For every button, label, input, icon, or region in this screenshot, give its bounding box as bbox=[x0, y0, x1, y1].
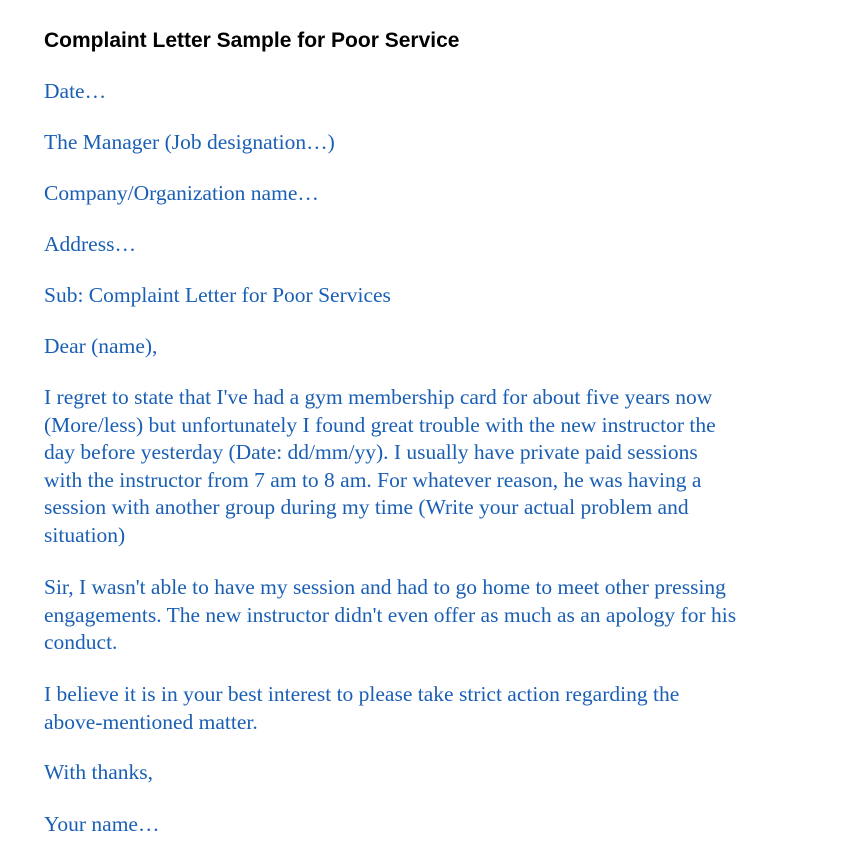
address-line: Address… bbox=[44, 232, 136, 256]
company-line: Company/Organization name… bbox=[44, 181, 319, 205]
paragraph-line: situation) bbox=[44, 522, 126, 547]
paragraph-line: I believe it is in your best interest to please take strict action regarding the bbox=[44, 682, 680, 706]
date-line: Date… bbox=[44, 79, 107, 103]
paragraph-line: Sir, I wasn't able to have my session and had to go home to meet other pressing bbox=[44, 575, 726, 599]
body-paragraph-3 bbox=[44, 681, 679, 736]
paragraph-line: (More/less) but unfortunately I found great trouble with the new instructor the bbox=[44, 412, 716, 437]
paragraph-line: with the instructor from 7 am to 8 am. For whatever reason, he was having a bbox=[44, 467, 702, 492]
subject-line: Sub: Complaint Letter for Poor Services bbox=[44, 283, 391, 307]
paragraph-line: engagements. The new instructor didn't even offer as much as an apology for his bbox=[44, 602, 737, 627]
document-title: Complaint Letter Sample for Poor Service bbox=[44, 29, 460, 52]
closing-line: With thanks, bbox=[44, 760, 154, 784]
paragraph-line: day before yesterday (Date: dd/mm/yy). I usually have private paid sessions bbox=[44, 440, 698, 464]
paragraph-line: session with another group during my time (Write your actual problem and bbox=[44, 495, 689, 519]
recipient-line: The Manager (Job designation…) bbox=[44, 130, 335, 154]
paragraph-line: above-mentioned matter. bbox=[44, 709, 258, 734]
paragraph-line: I regret to state that I've had a gym membership card for about five years now bbox=[44, 385, 713, 409]
salutation: Dear (name), bbox=[44, 334, 158, 358]
signature-line: Your name… bbox=[44, 812, 160, 836]
paragraph-line: conduct. bbox=[44, 630, 118, 654]
body-paragraph-2 bbox=[44, 574, 736, 657]
body-paragraph-1 bbox=[44, 384, 716, 549]
